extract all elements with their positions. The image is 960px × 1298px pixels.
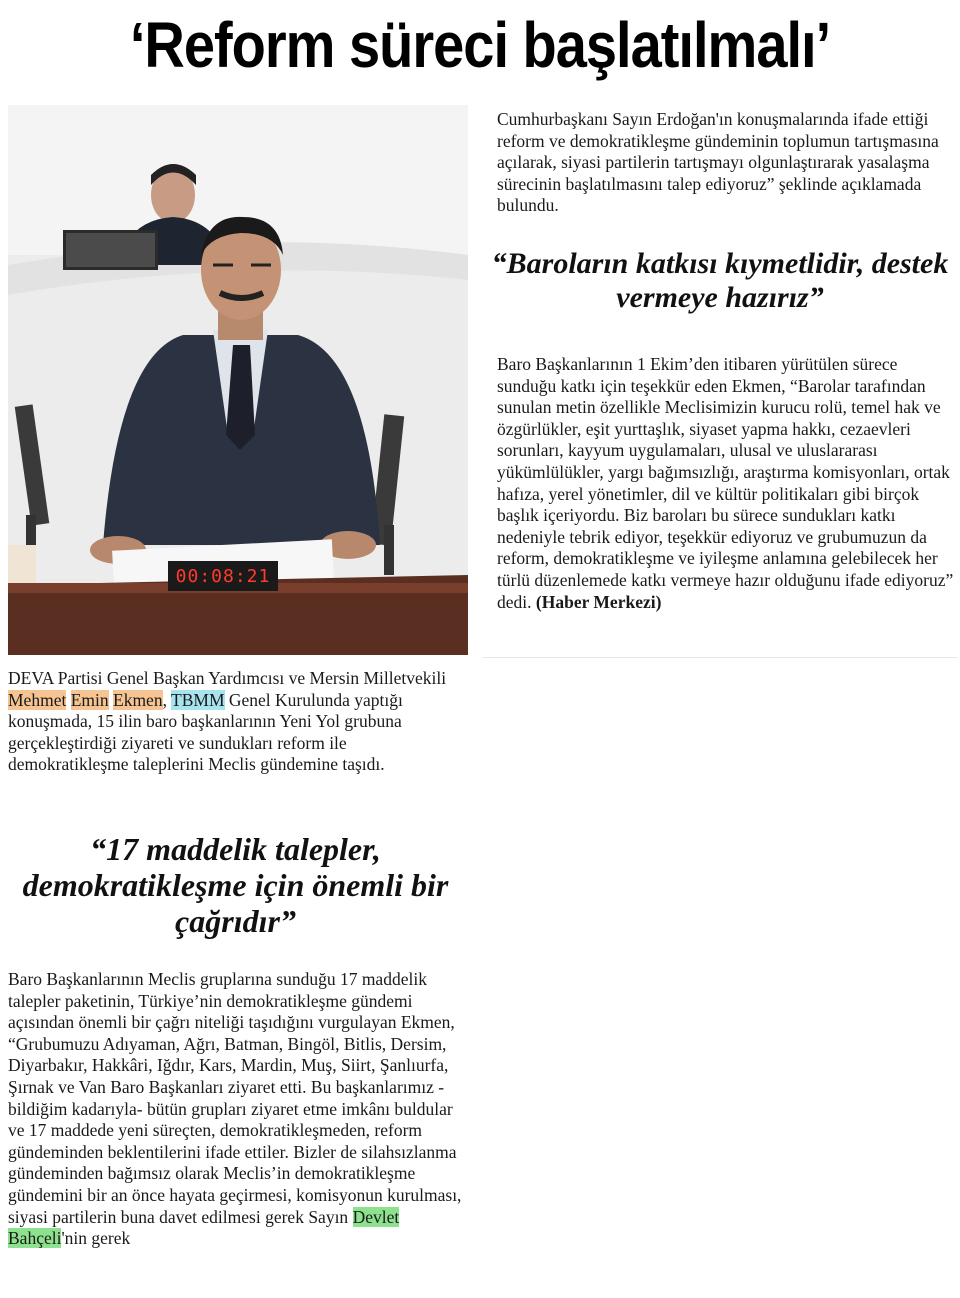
left-body-paragraph — [8, 969, 463, 1250]
right-body-text: Baro Başkanlarının 1 Ekim’den itibaren yürütülen sürece sunduğu katkı için teşekkür eden Ekmen, “Barolar tarafından sunulan metin özellikle Meclisimizin kurucu rolü, temel hak ve özgürlükler, eşit yurttaşlık, siyaset yapma hakkı, cezaevleri sorunları, kayyum uygulamaları, ulusal ve uluslararası yükümlülükler, yargı bağımsızlığı, araştırma komisyonları, ortak hafıza, yerel yönetimler, dil ve kültür politikaları gibi birçok başlık içeriyordu. Biz baroları bu sürece sundukları katkı nedeniyle tebrik ediyor, teşekkür ediyoruz ve grubumuzun da reform, demokratikleşme ve iyileşme anlamına gelebilecek her türlü düzenlemede katkı vermeye hazır olduğunu ifade ediyoruz” dedi. — [497, 354, 954, 612]
lead-paragraph — [8, 668, 463, 776]
subheading-baro: “Baroların katkısı kıymetlidir, destek vermeye hazırız” — [491, 247, 949, 314]
lead-separator: , — [162, 689, 172, 710]
person-name-first: Mehmet — [8, 689, 67, 710]
clock-display: 00:08:21 — [175, 566, 271, 587]
person-name-last: Ekmen — [113, 689, 163, 710]
organization-name: TBMM — [171, 689, 225, 710]
person-name-bahceli: Bahçeli — [8, 1228, 62, 1249]
news-photo — [8, 105, 468, 655]
intro-paragraph — [497, 109, 957, 217]
person-name-devlet: Devlet — [352, 1206, 400, 1227]
byline: (Haber Merkezi) — [535, 591, 662, 612]
left-body-text-before: Baro Başkanlarının Meclis gruplarına sunduğu 17 maddelik talepler paketinin, Türkiye’nin demokratikleşme gündemi açısından önemli bir çağrı niteliği taşıdığını vurgulayan Ekmen, “Grubumuzu Adıyaman, Ağrı, Batman, Bingöl, Bitlis, Dersim, Diyarbakır, Hakkâri, Iğdır, Kars, Mardin, Muş, Siirt, Şanlıurfa, Şırnak ve Van Baro Başkanları ziyaret etti. Bu başkanlarımız -bildiğim kadarıyla- bütün grupları ziyaret etme imkânı buldular ve 17 maddede yeni süreçten, demokratikleşmeden, reform gündeminden beklentilerini ifade ettiler. Bizler de silahsızlanma gündeminden bağımsız olarak Meclis’in demokratikleşme gündemini bir an önce hayata geçirmesi, komisyonun kurulması, siyasi partilerin buna davet edilmesi gerek Sayın — [8, 969, 462, 1227]
lead-text-before: DEVA Partisi Genel Başkan Yardımcısı ve Mersin Milletvekili — [8, 668, 447, 688]
left-body-text-after: 'nin gerek — [61, 1228, 131, 1249]
subheading-17-demands: “17 maddelik talepler, demokratikleşme için önemli bir çağrıdır” — [22, 831, 449, 939]
column-divider — [482, 657, 958, 658]
person-name-middle: Emin — [70, 689, 109, 710]
intro-text: Cumhurbaşkanı Sayın Erdoğan'ın konuşmalarında ifade ettiği reform ve demokratikleşme gündeminin toplumun tartışmasına açılarak, siyasi partilerin tartışmayı olgunlaştırarak yasalaşma sürecinin başlatılmasını talep ediyoruz” şeklinde açıklamada bulundu. — [497, 109, 939, 216]
lead-text-after: Genel Kurulunda yaptığı konuşmada, 15 ilin baro başkanlarının Yeni Yol grubuna gerçekleştirdiği ziyareti ve sundukları reform ile demokratikleşme taleplerini Meclis gündemine taşıdı. — [8, 689, 403, 775]
right-body-paragraph — [497, 354, 957, 613]
headline: ‘Reform süreci başlatılmalı’ — [129, 8, 831, 81]
